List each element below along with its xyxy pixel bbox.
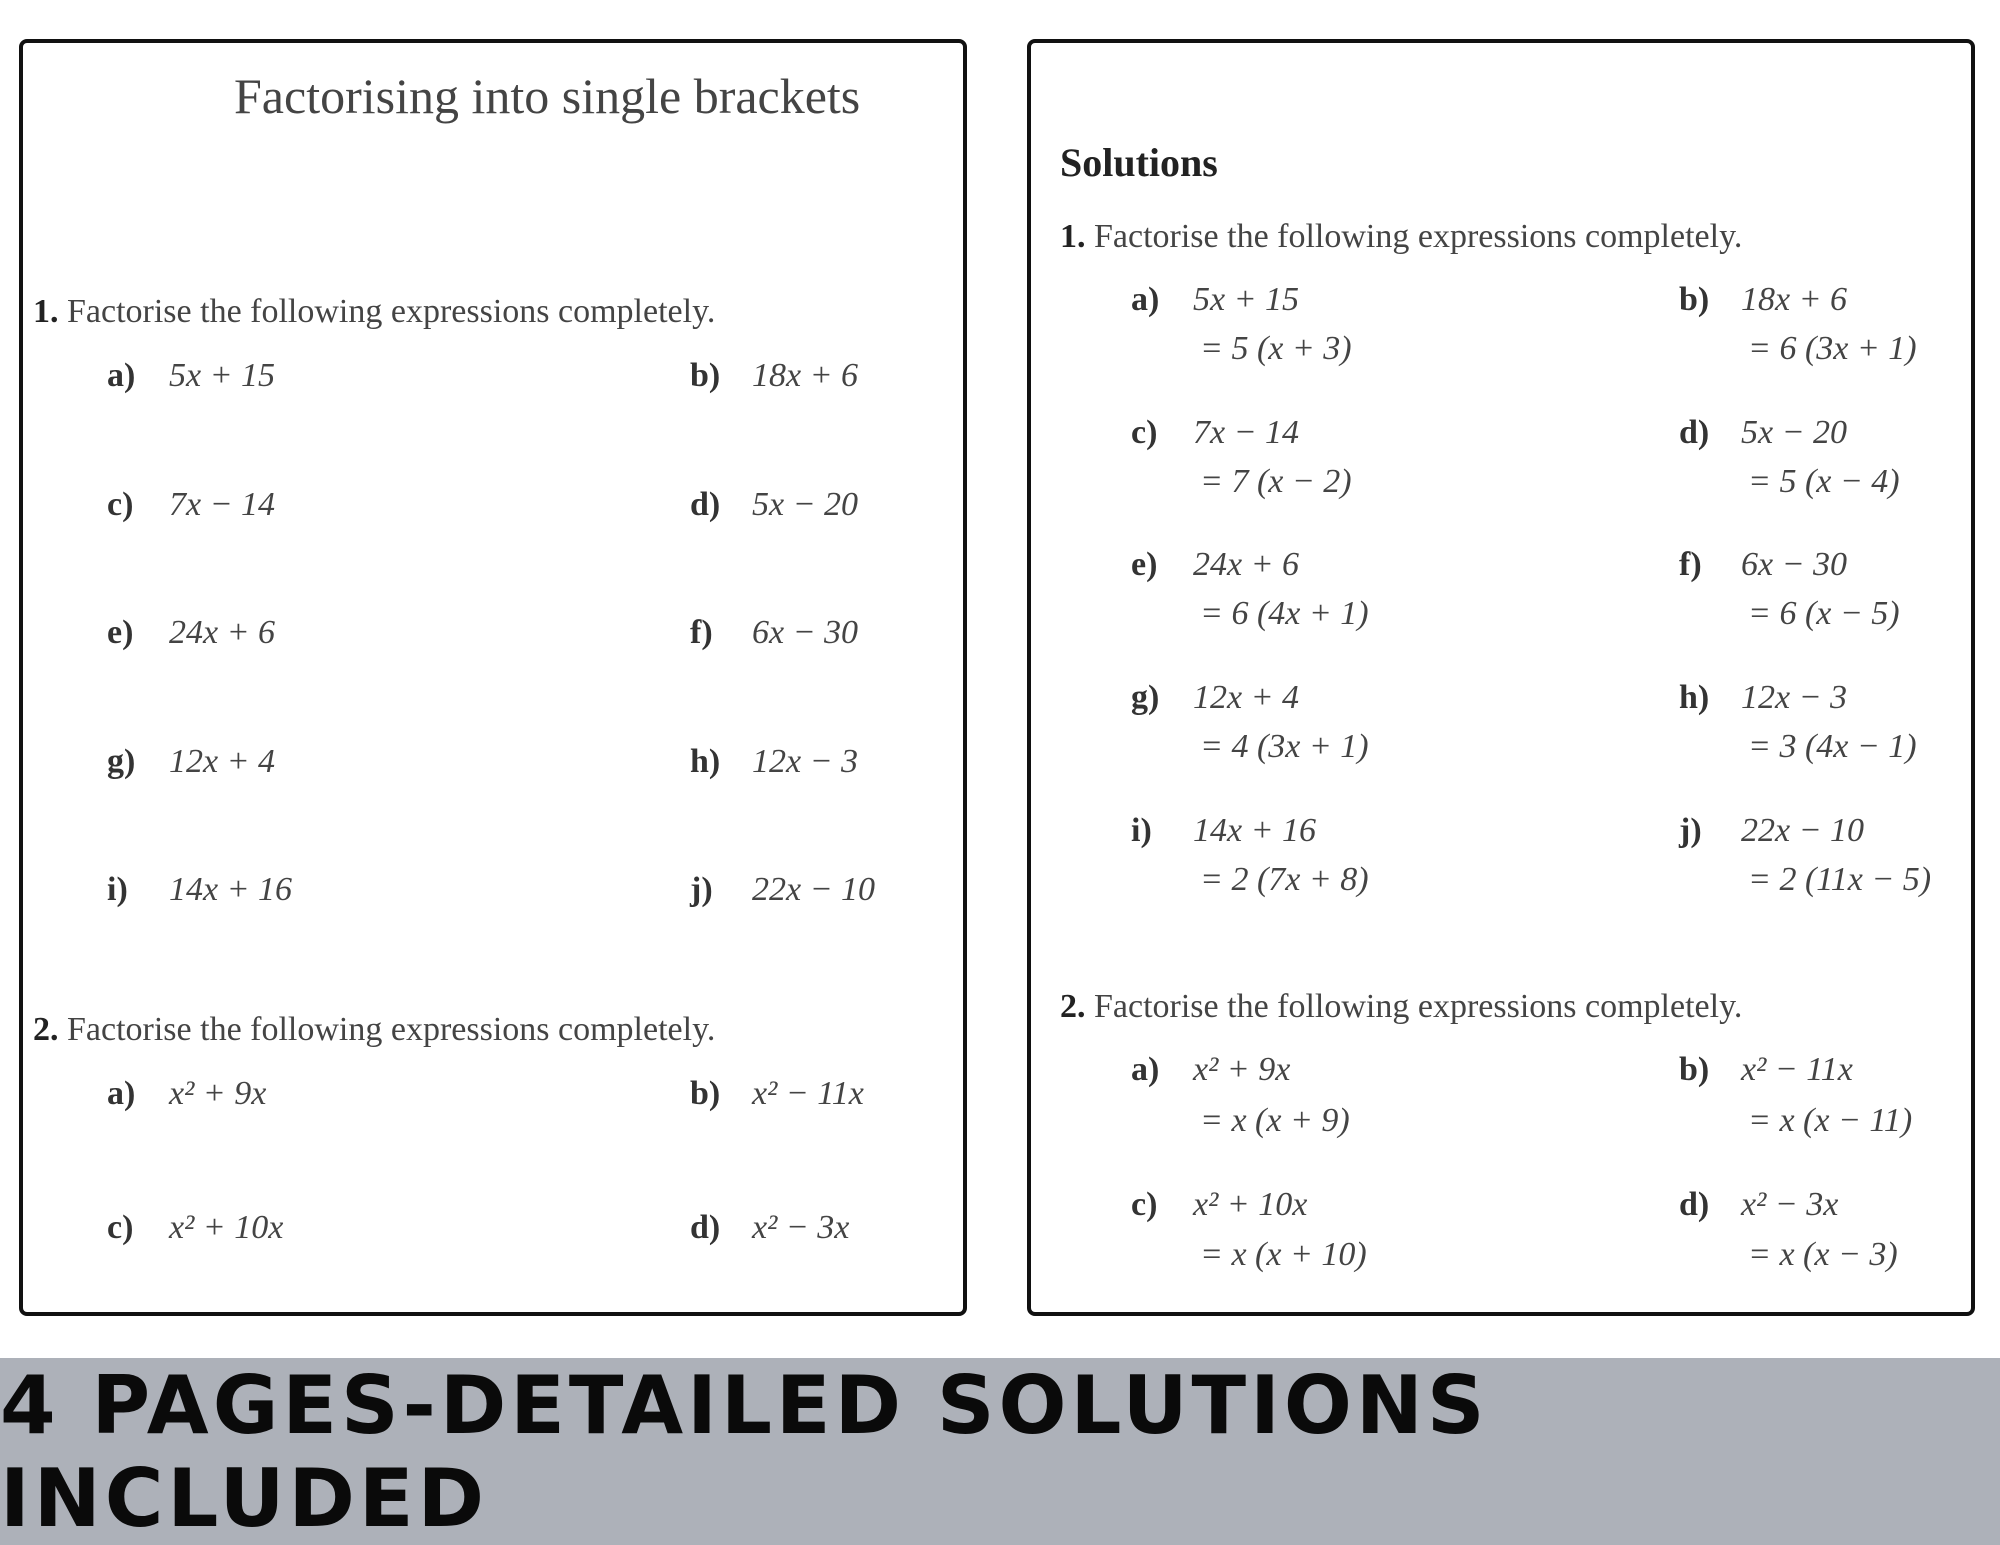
sol-q1-answer-g: = 4 (3x + 1) [1200, 728, 1369, 765]
item-expression: 5x + 15 [169, 357, 276, 394]
item-label: c) [107, 486, 134, 523]
item-label: f) [1679, 546, 1702, 583]
item-expression: 14x + 16 [169, 871, 293, 908]
question-1-number: 1. [33, 293, 59, 330]
item-label: e) [107, 614, 134, 651]
q1-item-e [107, 614, 275, 652]
sol-q1-item-a [1131, 281, 1299, 319]
sol-q1-answer-c: = 7 (x − 2) [1200, 463, 1352, 500]
item-label: g) [107, 743, 136, 780]
item-expression: x² + 9x [1193, 1051, 1291, 1088]
item-label: c) [107, 1209, 134, 1246]
item-expression: 22x − 10 [752, 871, 876, 908]
sol-q1-answer-a: = 5 (x + 3) [1200, 330, 1352, 367]
q1-item-f [690, 614, 858, 652]
sol-q1-item-d [1679, 414, 1847, 452]
item-expression: 5x + 15 [1193, 281, 1300, 318]
item-expression: x² − 11x [1741, 1051, 1853, 1088]
item-label: d) [690, 1209, 721, 1246]
item-label: f) [690, 614, 713, 651]
sol-q1-answer-b: = 6 (3x + 1) [1748, 330, 1917, 367]
worksheet-title: Factorising into single brackets [234, 68, 861, 124]
item-label: a) [107, 1075, 136, 1112]
item-label: d) [1679, 414, 1710, 451]
q2-item-a [107, 1075, 266, 1113]
sol-q2-answer-d: = x (x − 3) [1748, 1236, 1898, 1273]
sol-q1-item-e [1131, 546, 1299, 584]
sol-q1-item-c [1131, 414, 1299, 452]
item-expression: 5x − 20 [1741, 414, 1848, 451]
sol-q2-answer-a: = x (x + 9) [1200, 1102, 1350, 1139]
item-label: j) [690, 871, 713, 908]
question-2-number: 2. [1060, 988, 1086, 1025]
question-1-heading [33, 293, 715, 331]
q1-item-g [107, 743, 275, 781]
sol-q1-answer-j: = 2 (11x − 5) [1748, 861, 1932, 898]
q1-item-a [107, 357, 275, 395]
item-label: a) [107, 357, 136, 394]
solutions-page [1027, 39, 1975, 1316]
item-label: c) [1131, 414, 1158, 451]
sol-q1-answer-e: = 6 (4x + 1) [1200, 595, 1369, 632]
sol-q2-answer-b: = x (x − 11) [1748, 1102, 1913, 1139]
question-1-number: 1. [1060, 218, 1086, 255]
sol-q1-answer-f: = 6 (x − 5) [1748, 595, 1900, 632]
sol-q1-item-b [1679, 281, 1847, 319]
solutions-title: Solutions [1060, 140, 1218, 185]
q2-item-c [107, 1209, 283, 1247]
q1-item-c [107, 486, 275, 524]
item-expression: 12x + 4 [169, 743, 276, 780]
sol-q1-item-g [1131, 679, 1299, 717]
solutions-question-1-heading [1060, 218, 1742, 256]
item-expression: x² + 10x [169, 1209, 284, 1246]
question-2-number: 2. [33, 1011, 59, 1048]
worksheet-page [19, 39, 967, 1316]
q1-item-j [690, 871, 875, 909]
item-label: b) [690, 357, 721, 394]
item-label: b) [1679, 1051, 1710, 1088]
question-1-instruction: Factorise the following expressions completely. [67, 293, 716, 330]
item-expression: 24x + 6 [169, 614, 276, 651]
question-2-instruction: Factorise the following expressions completely. [67, 1011, 716, 1048]
item-label: d) [690, 486, 721, 523]
question-2-heading [33, 1011, 715, 1049]
sol-q1-answer-i: = 2 (7x + 8) [1200, 861, 1369, 898]
sol-q1-item-j [1679, 812, 1864, 850]
sol-q1-item-f [1679, 546, 1847, 584]
sol-q1-answer-h: = 3 (4x − 1) [1748, 728, 1917, 765]
question-1-instruction: Factorise the following expressions completely. [1094, 218, 1743, 255]
item-label: e) [1131, 546, 1158, 583]
item-label: d) [1679, 1186, 1710, 1223]
sol-q2-item-c [1131, 1186, 1307, 1224]
item-label: c) [1131, 1186, 1158, 1223]
item-expression: 12x − 3 [1741, 679, 1848, 716]
sol-q1-item-h [1679, 679, 1847, 717]
sol-q2-item-d [1679, 1186, 1838, 1224]
item-expression: x² − 3x [752, 1209, 850, 1246]
item-expression: 18x + 6 [752, 357, 859, 394]
item-label: a) [1131, 1051, 1160, 1088]
item-label: a) [1131, 281, 1160, 318]
item-label: i) [1131, 812, 1152, 849]
q1-item-i [107, 871, 292, 909]
q1-item-h [690, 743, 858, 781]
sol-q2-item-a [1131, 1051, 1290, 1089]
item-expression: x² − 3x [1741, 1186, 1839, 1223]
item-expression: 6x − 30 [752, 614, 859, 651]
item-expression: 22x − 10 [1741, 812, 1865, 849]
item-label: b) [690, 1075, 721, 1112]
item-expression: 18x + 6 [1741, 281, 1848, 318]
item-expression: x² − 11x [752, 1075, 864, 1112]
item-expression: x² + 10x [1193, 1186, 1308, 1223]
promo-banner [0, 1358, 2000, 1545]
item-expression: x² + 9x [169, 1075, 267, 1112]
item-label: j) [1679, 812, 1702, 849]
q1-item-b [690, 357, 858, 395]
item-expression: 14x + 16 [1193, 812, 1317, 849]
sol-q2-answer-c: = x (x + 10) [1200, 1236, 1367, 1273]
q2-item-d [690, 1209, 849, 1247]
item-label: h) [690, 743, 721, 780]
item-expression: 6x − 30 [1741, 546, 1848, 583]
sol-q1-item-i [1131, 812, 1316, 850]
item-label: b) [1679, 281, 1710, 318]
q2-item-b [690, 1075, 864, 1113]
q1-item-d [690, 486, 858, 524]
item-expression: 7x − 14 [1193, 414, 1300, 451]
item-expression: 5x − 20 [752, 486, 859, 523]
item-label: i) [107, 871, 128, 908]
solutions-question-2-heading [1060, 988, 1742, 1026]
item-expression: 12x + 4 [1193, 679, 1300, 716]
item-expression: 12x − 3 [752, 743, 859, 780]
sol-q1-answer-d: = 5 (x − 4) [1748, 463, 1900, 500]
item-expression: 7x − 14 [169, 486, 276, 523]
item-expression: 24x + 6 [1193, 546, 1300, 583]
sol-q2-item-b [1679, 1051, 1853, 1089]
item-label: h) [1679, 679, 1710, 716]
banner-text: 4 PAGES-DETAILED SOLUTIONS INCLUDED [0, 1358, 1489, 1545]
item-label: g) [1131, 679, 1160, 716]
question-2-instruction: Factorise the following expressions completely. [1094, 988, 1743, 1025]
